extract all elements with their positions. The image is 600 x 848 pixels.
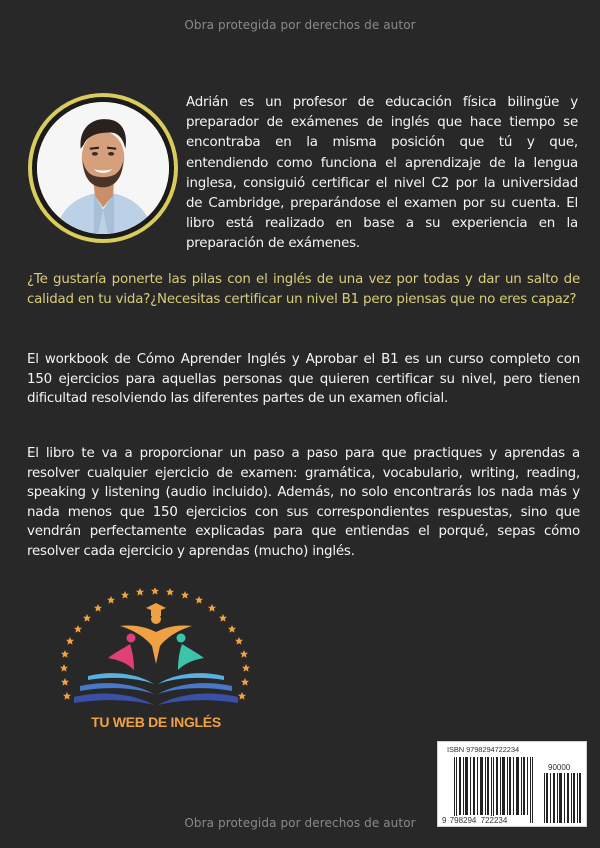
copyright-watermark-top: Obra protegida por derechos de autor — [184, 18, 416, 32]
isbn-label: ISBN 9798294722234 — [447, 745, 520, 754]
author-portrait-icon — [37, 102, 169, 234]
barcode-digits-right: 722234 — [480, 816, 508, 825]
description-paragraph-1: El workbook de Cómo Aprender Inglés y Aprobar el B1 es un curso completo con 150 ejercicios para aquellas personas que quieren certificar su nivel, pero tienen dificultad resolviendo las diferentes partes de un examen oficial. — [27, 352, 580, 407]
description-paragraph-2: El libro te va a proporcionar un paso a paso para que practiques y aprendas a resolver cualquier ejercicio de examen: gramática, vocabulario, writing, reading, speaking y listening (audio incluido). Además, no solo encontrarás los nada más y nada menos que 150 ejercicios con sus correspondientes respuestas, sino que vendrán perfectamente explicadas para que entiendas el porqué, sepas cómo resolver cada ejercicio y aprendas (mucho) inglés. — [27, 446, 580, 559]
open-book-graduates-logo-icon — [58, 588, 254, 710]
publisher-logo — [58, 588, 254, 738]
author-photo — [37, 102, 169, 234]
publisher-logo-text: TU WEB DE INGLÉS — [91, 714, 221, 730]
author-bio: Adrián es un profesor de educación física bilingüe y preparador de exámenes de inglés que hace tiempo se encontraba en la misma posición que tú y que, entendiendo como funciona el aprendizaje de la lengua inglesa, consiguió certificar el nivel C2 por la universidad de Cambridge, preparándose el examen por su cuenta. El libro está realizado en base a su experiencia en la preparación de exámenes. — [186, 95, 578, 252]
promo-question: ¿Te gustaría ponerte las pilas con el inglés de una vez por todas y dar un salto de calidad en tu vida?¿Necesitas certificar un nivel B1 pero piensas que no eres capaz? — [27, 272, 580, 307]
barcode-digit-lead: 9 — [442, 816, 447, 825]
price-code: 90000 — [548, 763, 571, 772]
author-photo-frame — [28, 93, 178, 243]
copyright-watermark-bottom: Obra protegida por derechos de autor — [184, 816, 416, 830]
barcode-bars-icon — [454, 757, 534, 823]
isbn-barcode — [437, 741, 587, 827]
barcode-digits-left: 798294 — [449, 816, 477, 825]
